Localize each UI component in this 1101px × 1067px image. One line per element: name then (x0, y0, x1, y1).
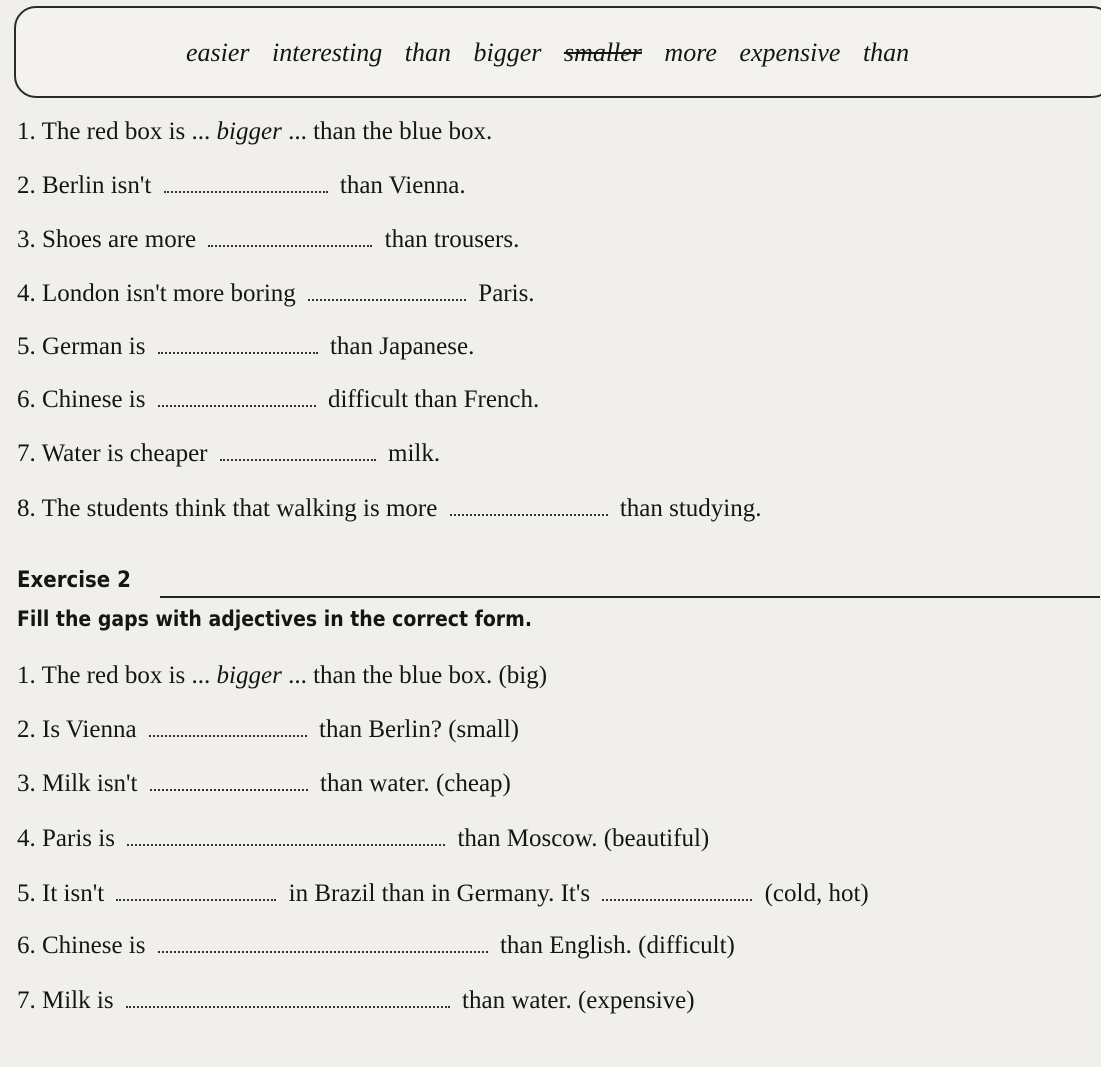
exercise2-item-7 (17, 987, 695, 1015)
item-text-before: Chinese is (42, 932, 146, 959)
exercise1-item-2 (17, 172, 466, 200)
exercise1-item-7 (17, 440, 440, 468)
item-text-after: Paris. (478, 280, 535, 307)
exercise1-item-4 (17, 280, 535, 308)
item-text-after: than Berlin? (319, 716, 442, 743)
heading-rule (160, 596, 1100, 598)
item-number: 4. (17, 825, 36, 852)
exercise1-item-8 (17, 495, 762, 523)
item-text-before: Shoes are more (42, 226, 197, 253)
exercise1-item-3 (17, 226, 519, 254)
answer-gap[interactable] (116, 881, 276, 901)
item-text-after: than Moscow. (457, 825, 598, 852)
word-option: than (862, 38, 910, 67)
item-text-before: The students think that walking is more (41, 495, 438, 522)
word-option: interesting (272, 38, 383, 67)
item-text-before: Water is cheaper (41, 440, 208, 467)
word-option: expensive (739, 38, 841, 67)
item-text-after: in Brazil than in Germany. It's (288, 880, 591, 907)
item-hint: (expensive) (577, 987, 695, 1014)
answer-gap[interactable] (220, 441, 376, 461)
item-number: 3. (17, 226, 36, 253)
answer-gap[interactable] (450, 496, 608, 516)
item-text-before: It isn't (42, 880, 105, 907)
item-number: 3. (17, 770, 36, 797)
word-option: than (404, 38, 452, 67)
answer-gap[interactable] (150, 771, 308, 791)
item-hint: (small) (448, 716, 520, 743)
item-text-after: milk. (388, 440, 441, 467)
item-text-before: The red box is ... (41, 662, 211, 689)
item-text-before: Milk is (42, 987, 114, 1014)
item-text-after: ... than the blue box. (288, 118, 493, 145)
item-number: 7. (17, 440, 36, 467)
item-number: 6. (17, 386, 36, 413)
item-number: 1. (17, 662, 36, 689)
exercise2-item-4 (17, 825, 709, 853)
word-option-crossed-out: smaller (563, 38, 642, 67)
item-answer: bigger (216, 662, 282, 689)
item-text-after: difficult than French. (327, 386, 540, 413)
item-number: 6. (17, 932, 36, 959)
item-number: 7. (17, 987, 36, 1014)
answer-gap[interactable] (149, 717, 307, 737)
item-hint: (cold, hot) (764, 880, 869, 907)
item-text-after: than water. (320, 770, 430, 797)
item-hint: (beautiful) (603, 825, 710, 852)
item-text-after: than Vienna. (339, 172, 466, 199)
word-option: easier (186, 38, 250, 67)
item-answer: bigger (216, 118, 282, 145)
item-text-before: London isn't more boring (42, 280, 296, 307)
answer-gap[interactable] (127, 826, 445, 846)
item-text-after: ... than the blue box. (288, 662, 493, 689)
item-text-before: The red box is ... (41, 118, 211, 145)
exercise2-item-5 (17, 880, 869, 908)
exercise2-item-6 (17, 932, 735, 960)
item-text-after: than Japanese. (329, 333, 475, 360)
item-hint: (cheap) (435, 770, 511, 797)
word-list (186, 38, 925, 68)
item-text-after: than water. (462, 987, 572, 1014)
exercise2-item-1 (17, 662, 547, 690)
exercise2-heading: Exercise 2 (17, 568, 131, 593)
item-text-after: than trousers. (384, 226, 520, 253)
item-text-before: Chinese is (42, 386, 146, 413)
item-text-before: German is (42, 333, 146, 360)
word-option: more (664, 38, 717, 67)
item-number: 5. (17, 333, 36, 360)
answer-gap[interactable] (208, 227, 372, 247)
exercise1-item-5 (17, 333, 474, 361)
answer-gap[interactable] (158, 334, 318, 354)
answer-gap[interactable] (602, 881, 752, 901)
item-text-after: than studying. (619, 495, 762, 522)
answer-gap[interactable] (158, 933, 488, 953)
item-number: 5. (17, 880, 36, 907)
item-hint: (difficult) (638, 932, 735, 959)
item-text-before: Paris is (42, 825, 115, 852)
item-hint: (big) (498, 662, 548, 689)
answer-gap[interactable] (164, 173, 328, 193)
word-option: bigger (473, 38, 542, 67)
item-number: 2. (17, 172, 36, 199)
answer-gap[interactable] (308, 281, 466, 301)
item-text-after: than English. (499, 932, 632, 959)
exercise1-item-6 (17, 386, 539, 414)
exercise2-item-3 (17, 770, 511, 798)
item-text-before: Berlin isn't (42, 172, 152, 199)
item-number: 8. (17, 495, 36, 522)
item-number: 2. (17, 716, 36, 743)
exercise2-instruction: Fill the gaps with adjectives in the correct form. (17, 607, 533, 631)
answer-gap[interactable] (158, 387, 316, 407)
item-text-before: Is Vienna (42, 716, 137, 743)
item-number: 1. (17, 118, 36, 145)
item-number: 4. (17, 280, 36, 307)
answer-gap[interactable] (126, 988, 450, 1008)
exercise1-item-1 (17, 118, 492, 146)
item-text-before: Milk isn't (42, 770, 138, 797)
exercise2-item-2 (17, 716, 519, 744)
